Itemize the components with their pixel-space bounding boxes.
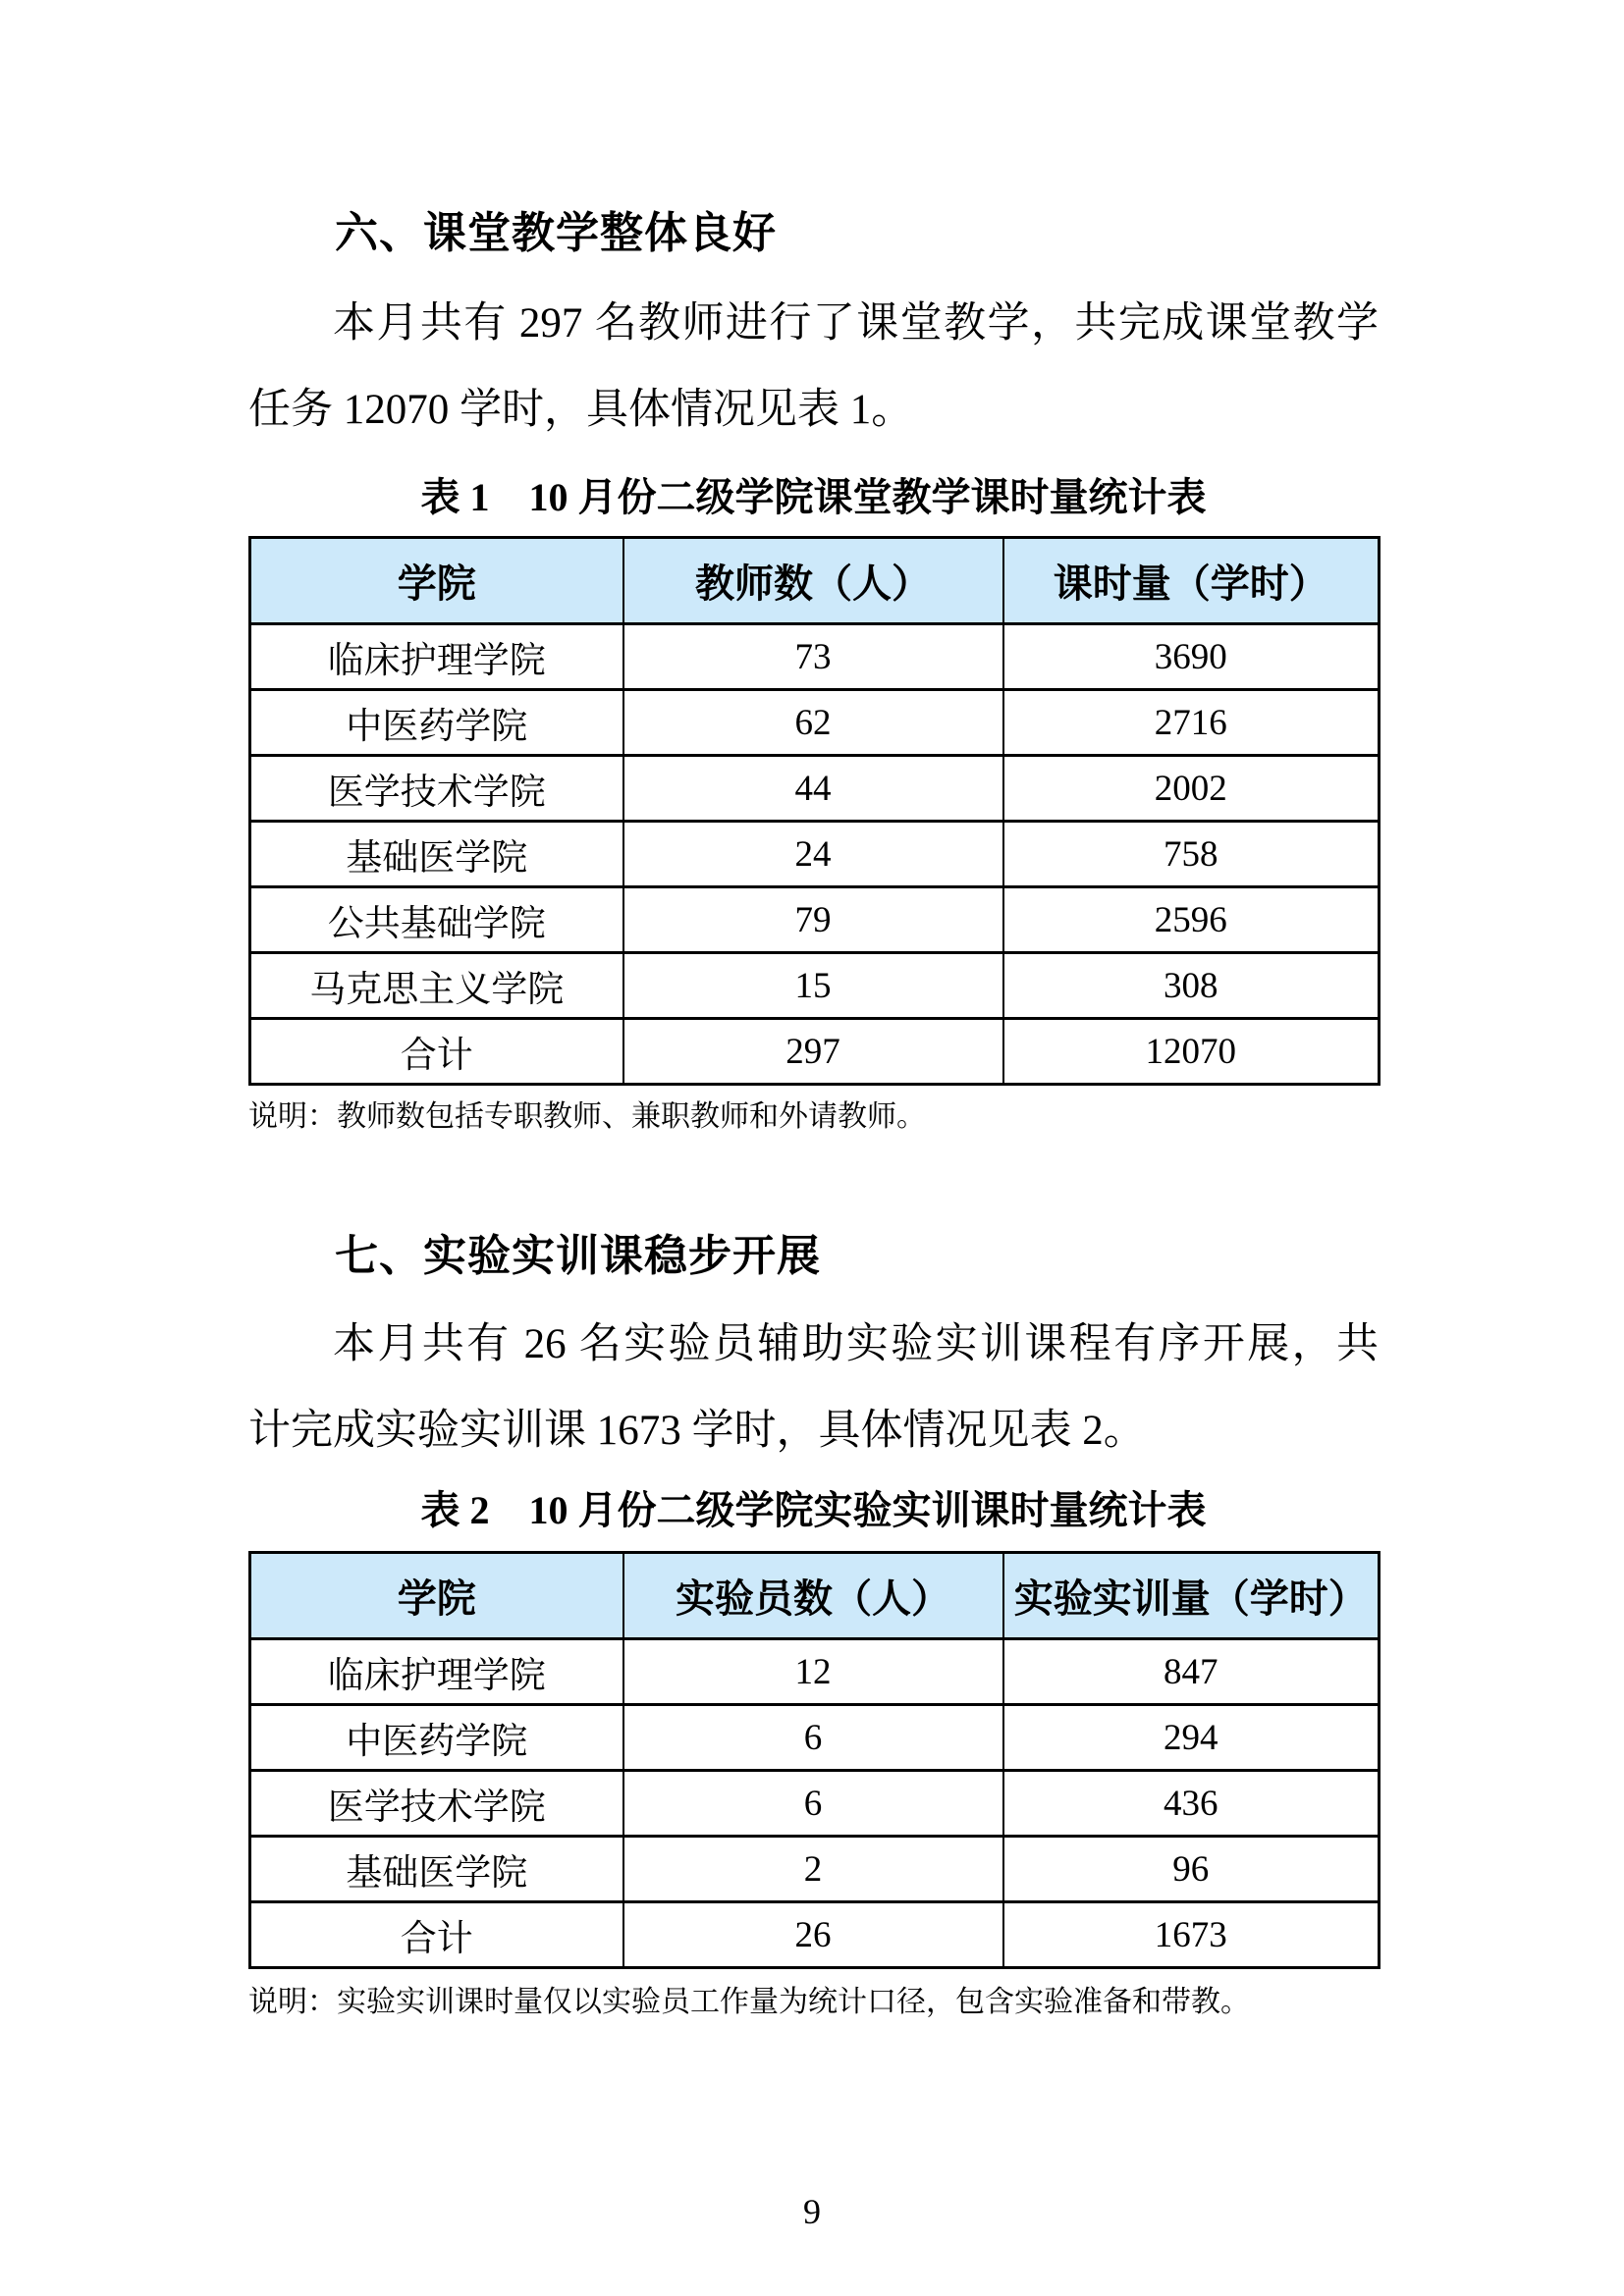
- page-number: 9: [803, 2192, 821, 2231]
- table1-classroom-teaching: [248, 536, 1380, 1086]
- count-cell: 297: [623, 1019, 1003, 1085]
- section6-heading: 六、课堂教学整体良好: [335, 209, 777, 257]
- count-cell: 79: [623, 887, 1003, 953]
- college-cell: 合计: [250, 1019, 623, 1085]
- count-cell: 15: [623, 953, 1003, 1019]
- table-row: [250, 822, 1380, 887]
- table1-header-class-hours: 课时量（学时）: [1003, 538, 1380, 624]
- college-cell: 临床护理学院: [250, 624, 623, 690]
- count-cell: 26: [623, 1902, 1003, 1968]
- table2-note: 说明：实验实训课时量仅以实验员工作量为统计口径，包含实验准备和带教。: [248, 1986, 1250, 2018]
- table1-note: 说明：教师数包括专职教师、兼职教师和外请教师。: [248, 1100, 926, 1133]
- college-cell: 医学技术学院: [250, 756, 623, 822]
- hours-cell: 2596: [1003, 887, 1380, 953]
- count-cell: 6: [623, 1705, 1003, 1771]
- table2-header-college: 学院: [250, 1553, 623, 1639]
- table2-lab-training: [248, 1551, 1380, 1969]
- count-cell: 6: [623, 1771, 1003, 1837]
- college-cell: 马克思主义学院: [250, 953, 623, 1019]
- college-cell: 中医药学院: [250, 690, 623, 756]
- table2-header-lab-staff-count: 实验员数（人）: [623, 1553, 1003, 1639]
- hours-cell: 758: [1003, 822, 1380, 887]
- table-total-row: [250, 1019, 1380, 1085]
- college-cell: 医学技术学院: [250, 1771, 623, 1837]
- count-cell: 44: [623, 756, 1003, 822]
- table-row: [250, 953, 1380, 1019]
- college-cell: 公共基础学院: [250, 887, 623, 953]
- hours-cell: 96: [1003, 1837, 1380, 1902]
- table1-header-row: [250, 538, 1380, 624]
- section7-paragraph-line2: 计完成实验实训课 1673 学时，具体情况见表 2。: [248, 1408, 1146, 1454]
- hours-cell: 436: [1003, 1771, 1380, 1837]
- section6-paragraph-line2: 任务 12070 学时，具体情况见表 1。: [248, 387, 914, 433]
- section7-heading: 七、实验实训课稳步开展: [335, 1232, 821, 1280]
- table-row: [250, 1705, 1380, 1771]
- count-cell: 12: [623, 1639, 1003, 1705]
- hours-cell: 12070: [1003, 1019, 1380, 1085]
- count-cell: 24: [623, 822, 1003, 887]
- college-cell: 中医药学院: [250, 1705, 623, 1771]
- college-cell: 基础医学院: [250, 1837, 623, 1902]
- table2-header-lab-hours: 实验实训量（学时）: [1003, 1553, 1380, 1639]
- table1-header-college: 学院: [250, 538, 623, 624]
- table-row: [250, 887, 1380, 953]
- table-row: [250, 1639, 1380, 1705]
- hours-cell: 294: [1003, 1705, 1380, 1771]
- table-total-row: [250, 1902, 1380, 1968]
- college-cell: 临床护理学院: [250, 1639, 623, 1705]
- college-cell: 基础医学院: [250, 822, 623, 887]
- count-cell: 2: [623, 1837, 1003, 1902]
- hours-cell: 2002: [1003, 756, 1380, 822]
- table-row: [250, 1837, 1380, 1902]
- hours-cell: 308: [1003, 953, 1380, 1019]
- table-row: [250, 624, 1380, 690]
- hours-cell: 2716: [1003, 690, 1380, 756]
- table-row: [250, 690, 1380, 756]
- table-row: [250, 756, 1380, 822]
- count-cell: 62: [623, 690, 1003, 756]
- section7-paragraph-line1: 本月共有 26 名实验员辅助实验实训课程有序开展，共: [333, 1321, 1379, 1367]
- table1-title: 表 1 10 月份二级学院课堂教学课时量统计表: [420, 475, 1207, 519]
- hours-cell: 3690: [1003, 624, 1380, 690]
- table2-title: 表 2 10 月份二级学院实验实训课时量统计表: [420, 1488, 1207, 1532]
- table-row: [250, 1771, 1380, 1837]
- hours-cell: 1673: [1003, 1902, 1380, 1968]
- section6-paragraph-line1: 本月共有 297 名教师进行了课堂教学，共完成课堂教学: [333, 300, 1379, 347]
- table2-header-row: [250, 1553, 1380, 1639]
- count-cell: 73: [623, 624, 1003, 690]
- hours-cell: 847: [1003, 1639, 1380, 1705]
- table1-header-teacher-count: 教师数（人）: [623, 538, 1003, 624]
- college-cell: 合计: [250, 1902, 623, 1968]
